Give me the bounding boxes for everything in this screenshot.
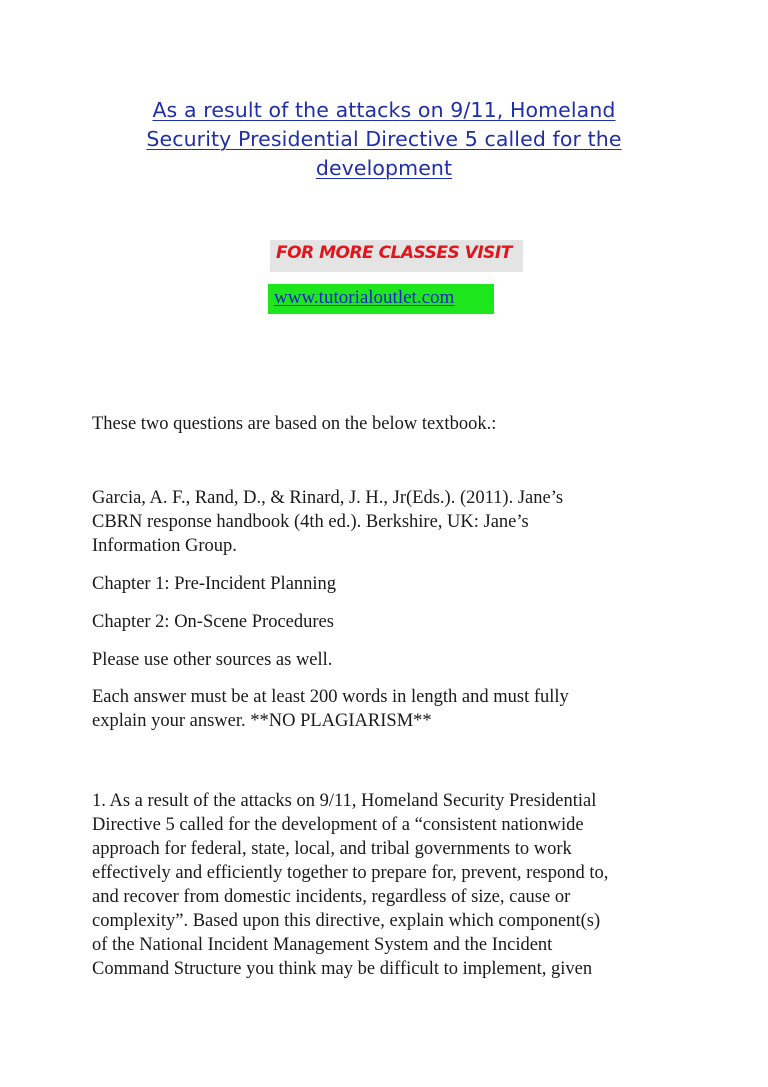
document-title (100, 96, 668, 183)
title-line-1: As a result of the attacks on 9/11, Homeland (152, 98, 616, 122)
intro-paragraph (92, 412, 692, 436)
question-1-line-6: complexity”. Based upon this directive, explain which component(s) (92, 911, 601, 931)
question-1-line-4: effectively and efficiently together to prepare for, prevent, respond to, (92, 863, 609, 883)
question-1-line-1: 1. As a result of the attacks on 9/11, Homeland Security Presidential (92, 791, 597, 811)
chapter-2-text: Chapter 2: On-Scene Procedures (92, 612, 334, 632)
chapter-1-text: Chapter 1: Pre-Incident Planning (92, 574, 337, 594)
citation-paragraph (92, 486, 692, 558)
question-1-line-8: Command Structure you think may be difficult to implement, given (92, 959, 593, 979)
citation-line-3: Information Group. (92, 536, 237, 556)
requirement-paragraph (92, 685, 692, 733)
intro-text: These two questions are based on the below textbook.: (92, 414, 497, 434)
sources-text: Please use other sources as well. (92, 650, 333, 670)
citation-line-2: CBRN response handbook (4th ed.). Berkshire, UK: Jane’s (92, 512, 529, 532)
question-1-line-7: of the National Incident Management System and the Incident (92, 935, 553, 955)
promo-text: FOR MORE CLASSES VISIT (276, 243, 512, 263)
citation-line-1: Garcia, A. F., Rand, D., & Rinard, J. H., Jr(Eds.). (2011). Jane’s (92, 488, 564, 508)
requirement-line-1: Each answer must be at least 200 words in length and must fully (92, 687, 569, 707)
chapter-1-paragraph (92, 572, 692, 596)
title-line-2: Security Presidential Directive 5 called for the (146, 127, 622, 151)
promo-banner (270, 240, 523, 272)
title-line-3: development (315, 156, 453, 180)
question-1-line-3: approach for federal, state, local, and tribal governments to work (92, 839, 572, 859)
question-1-line-2: Directive 5 called for the development of a “consistent nationwide (92, 815, 584, 835)
website-link-highlight[interactable] (268, 284, 494, 314)
question-1-paragraph (92, 789, 692, 981)
question-1-line-5: and recover from domestic incidents, regardless of size, cause or (92, 887, 571, 907)
requirement-line-2: explain your answer. **NO PLAGIARISM** (92, 711, 432, 731)
chapter-2-paragraph (92, 610, 692, 634)
sources-paragraph (92, 648, 692, 672)
website-link[interactable]: www.tutorialoutlet.com (274, 287, 455, 308)
